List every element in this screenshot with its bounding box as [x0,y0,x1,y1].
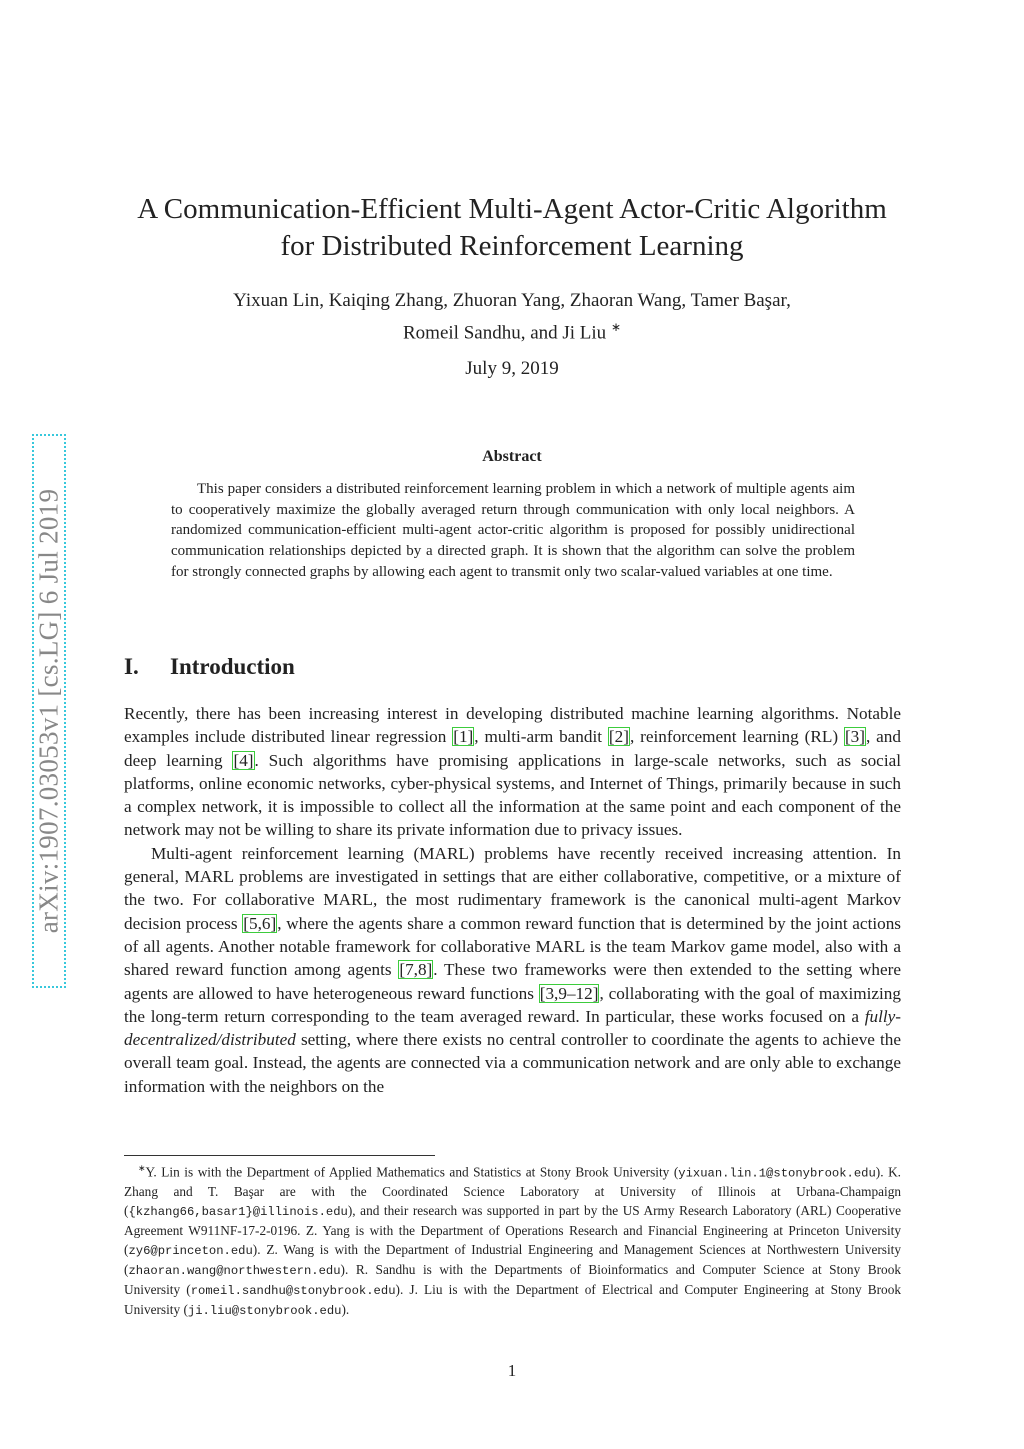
footnote-divider [124,1155,435,1156]
citation-link[interactable]: [3] [844,727,865,747]
email-address[interactable]: romeil.sandhu@stonybrook.edu [190,1283,396,1298]
page-number: 1 [507,1361,517,1380]
authors-line-2-text: Romeil Sandhu, and Ji Liu [403,322,607,344]
p2-text-4: , collaborating with the goal of maximizing the long-term return corresponding to the team averaged reward. In particular, these works focused on a [124,983,901,1026]
abstract-heading: Abstract [482,448,542,465]
authors-line-2 [100,314,924,346]
p1-text-2: , multi-arm bandit [474,727,608,747]
citation-link[interactable]: [3,9–12] [539,983,599,1003]
author-footnote-mark[interactable]: ∗ [610,320,621,334]
p1-text-5: . Such algorithms have promising applications in large-scale networks, such as social platforms, online economic networks, cyber-physical systems, and Internet of Things, primarily because in such a complex network, it is impossible to collect all the information at the same point and each component of the network may not be willing to share its private information due to privacy issues. [124,750,901,840]
author-list [100,288,924,346]
arxiv-id-text: arXiv:1907.03053v1 [cs.LG] 6 Jul 2019 [33,488,64,934]
citation-link[interactable]: [1] [453,727,474,747]
p2-text-5: setting, where there exists no central controller to coordinate the agents to achieve the overall team goal. Instead, the agents are connected via a communication network and are only able to exchange information with the neighbors on the [124,1030,901,1096]
email-address[interactable]: zy6@princeton.edu [128,1244,253,1259]
publication-date: July 9, 2019 [465,358,559,379]
p2-text-1: Multi-agent reinforcement learning (MARL) problems have recently received increasing attention. In general, MARL problems are investigated in settings that are either collaborative, competitive, or a mixture of the two. For collaborative MARL, the most rudimentary framework is the canonical multi-agent Markov decision process [124,843,901,933]
citation-link[interactable]: [4] [233,750,254,770]
email-address[interactable]: yixuan.lin.1@stonybrook.edu [678,1166,876,1181]
section-number: I. [124,654,139,679]
p2-text-2: , where the agents share a common reward function that is determined by the joint actions of all agents. Another notable framework for collaborative MARL is the team Markov game model, also with a shared reward function among agents [124,913,901,980]
authors-line-1: Yixuan Lin, Kaiqing Zhang, Zhuoran Yang, Zhaoran Wang, Tamer Başar, [233,290,791,311]
p2-text-3: . These two frameworks were then extended to the setting where agents are allowed to have heterogeneous reward functions [124,960,901,1003]
fn-text-7: ). [341,1301,350,1317]
section-title: Introduction [170,654,295,679]
email-address[interactable]: ji.liu@stonybrook.edu [187,1303,342,1318]
fn-text-2: ). K. Zhang and T. Başar are with the Coordinated Science Laboratory at University of Illinois at Urbana-Champaign ( [124,1164,901,1219]
title-line-2: for Distributed Reinforcement Learning [280,230,744,262]
email-address[interactable]: zhaoran.wang@northwestern.edu [128,1263,341,1278]
footnote-mark: ∗ [138,1163,146,1173]
fn-text-3: ), and their research was supported in part by the US Army Research Laboratory (ARL) Cooperative Agreement W911NF-17-2-0196. Z. Yang is with the Department of Operations Research and Financial Engineering at Princeton University ( [124,1203,901,1258]
citation-link[interactable]: [5,6] [243,913,277,933]
paragraph-2 [124,842,901,1098]
introduction-body [124,702,901,1098]
paragraph-1 [124,702,901,842]
fn-text-1: Y. Lin is with the Department of Applied Mathematics and Statistics at Stony Brook University ( [145,1164,679,1180]
arxiv-identifier-stamp [32,434,66,988]
email-address[interactable]: {kzhang66,basar1}@illinois.edu [128,1205,348,1220]
p1-text-3: , reinforcement learning (RL) [629,727,844,747]
author-affiliation-footnote [124,1159,901,1321]
section-heading-introduction [124,654,295,680]
abstract-text: This paper considers a distributed reinforcement learning problem in which a network of multiple agents aim to cooperatively maximize the globally averaged return through communication with only local neighbors. A randomized communication-efficient multi-agent actor-critic algorithm is proposed for possibly unidirectional communication relationships depicted by a directed graph. It is shown that the algorithm can solve the problem for strongly connected graphs by allowing each agent to transmit only two scalar-valued variables at one time. [171,481,855,580]
citation-link[interactable]: [2] [608,727,629,747]
fn-text-5: ). R. Sandhu is with the Departments of Bioinformatics and Computer Science at Stony Brook University ( [124,1261,901,1297]
fn-text-4: ). Z. Wang is with the Department of Industrial Engineering and Management Sciences at Northwestern University ( [124,1242,901,1277]
title-line-1: A Communication-Efficient Multi-Agent Actor-Critic Algorithm [137,193,887,225]
paper-title [100,191,924,265]
p1-text-1: Recently, there has been increasing interest in developing distributed machine learning algorithms. Notable examples include distributed linear regression [124,704,901,747]
p1-text-4: , and deep learning [124,727,901,770]
p2-emphasis: fully-decentralized/distributed [124,1006,901,1050]
citation-link[interactable]: [7,8] [399,960,433,980]
fn-text-6: ). J. Liu is with the Department of Electrical and Computer Engineering at Stony Brook University ( [124,1281,901,1317]
